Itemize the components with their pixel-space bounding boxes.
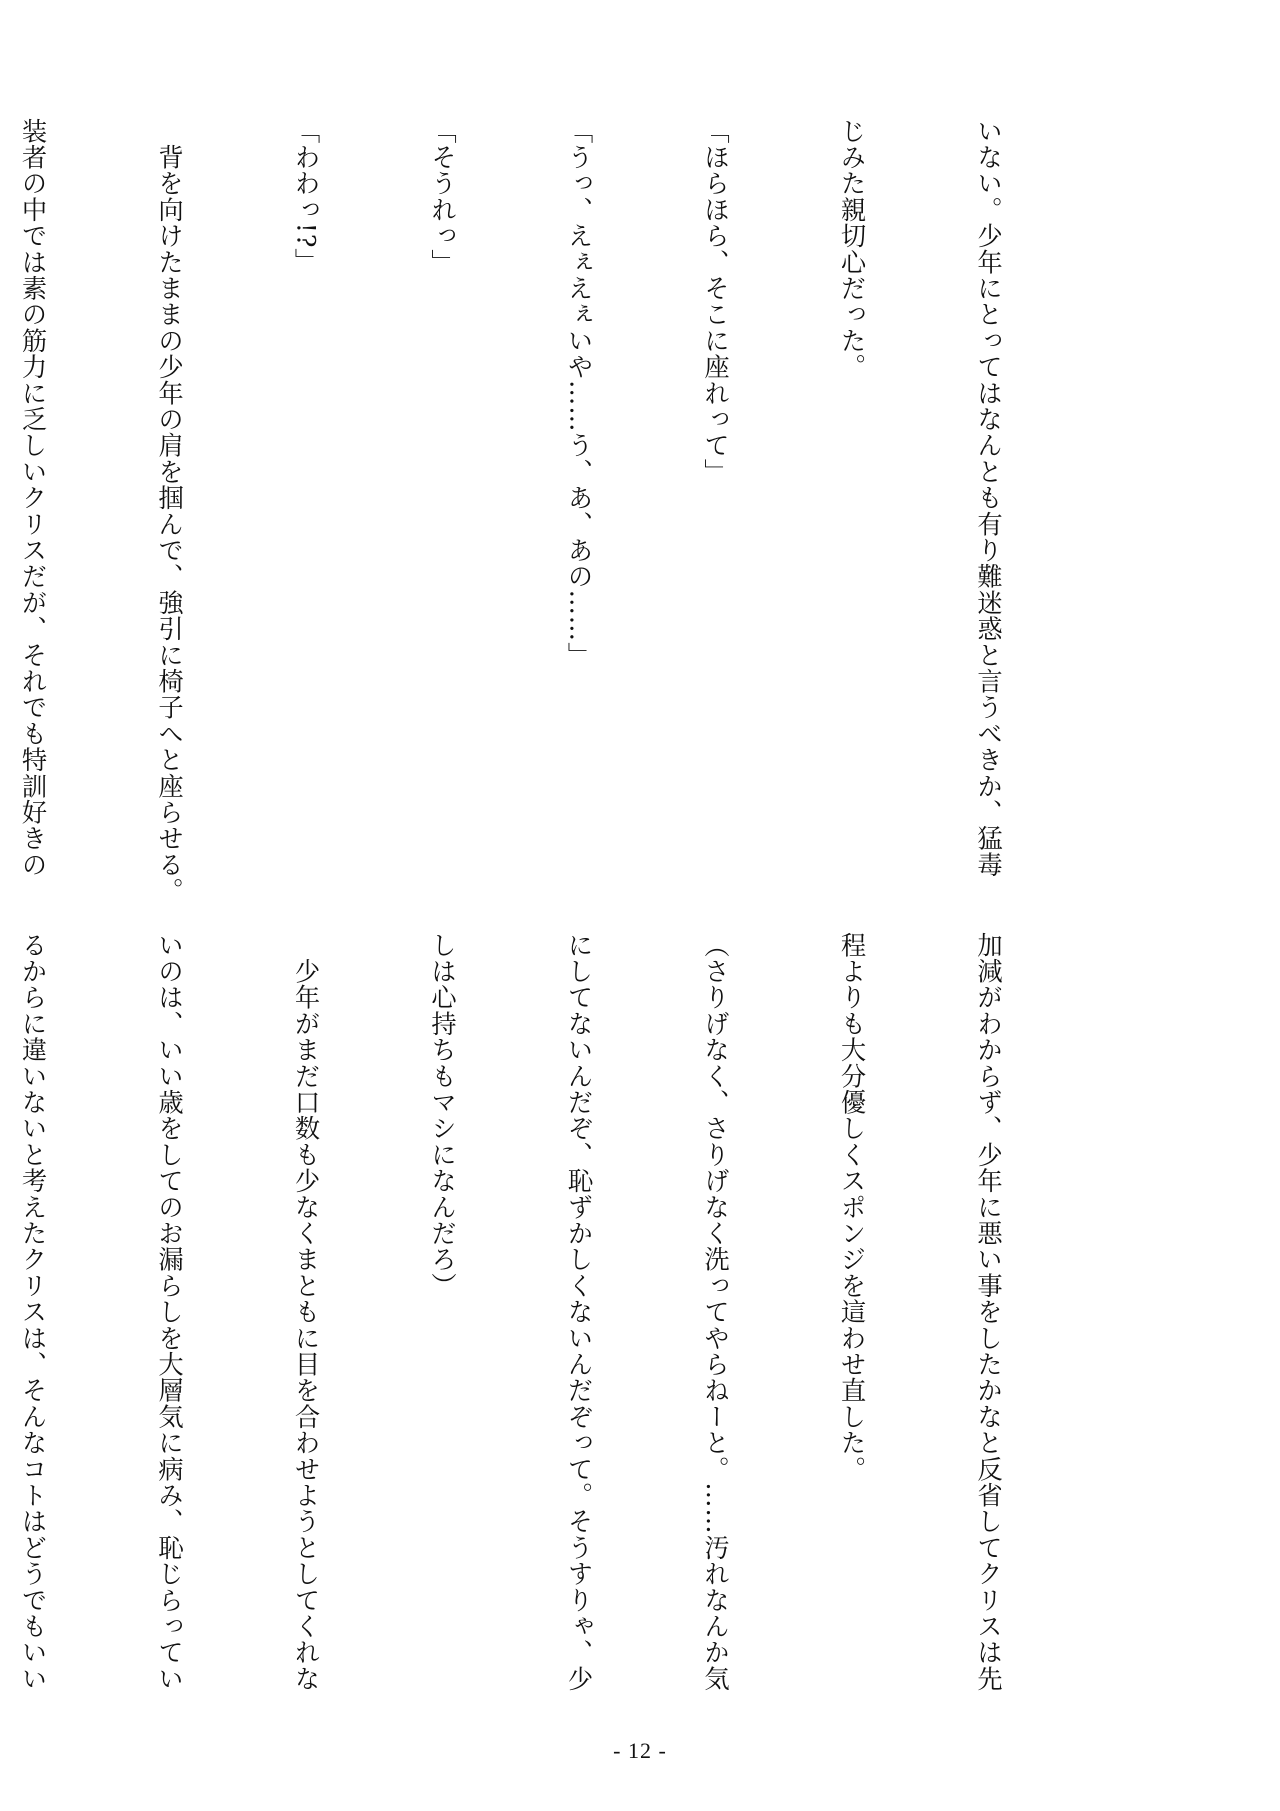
text-line: 「ほらほら、そこに座れって」 <box>701 118 730 485</box>
text-line: 「わわっ!?」 <box>291 118 321 275</box>
text-block-lower <box>18 932 1102 1702</box>
text-line: いない。少年にとってはなんとも有り難迷惑と言うべきか、猛毒 <box>974 118 1003 878</box>
text-line: にしてないんだぞ、恥ずかしくないんだぞって。そうすりゃ、少 <box>564 932 594 1692</box>
text-line: 程よりも大分優しくスポンジを這わせ直した。 <box>837 932 867 1483</box>
text-line: しは心持ちもマシになんだろ） <box>428 932 457 1299</box>
text-line: 装者の中では素の筋力に乏しいクリスだが、それでも特訓好きの <box>18 118 48 878</box>
text-line: 少年がまだ口数も少なくまともに目を合わせようとしてくれな <box>291 932 321 1692</box>
text-line: （さりげなく、さりげなく洗ってやらねーと。……汚れなんか気 <box>701 932 730 1692</box>
text-line: じみた親切心だった。 <box>837 118 867 380</box>
page-number: - 12 - <box>613 1738 667 1763</box>
text-line: 「そうれっ」 <box>428 118 457 276</box>
text-line: 背を向けたままの少年の肩を掴んで、強引に椅子へと座らせる。 <box>155 118 184 904</box>
text-line: 「うっ、えぇえぇいや……う、あ、あの……」 <box>564 118 594 669</box>
text-line: 加減がわからず、少年に悪い事をしたかなと反省してクリスは先 <box>974 932 1003 1692</box>
text-line: るからに違いないと考えたクリスは、そんなコトはどうでもいい <box>18 932 48 1692</box>
text-block-upper <box>18 118 1102 904</box>
text-line: いのは、いい歳をしてのお漏らしを大層気に病み、恥じらってい <box>155 932 184 1692</box>
